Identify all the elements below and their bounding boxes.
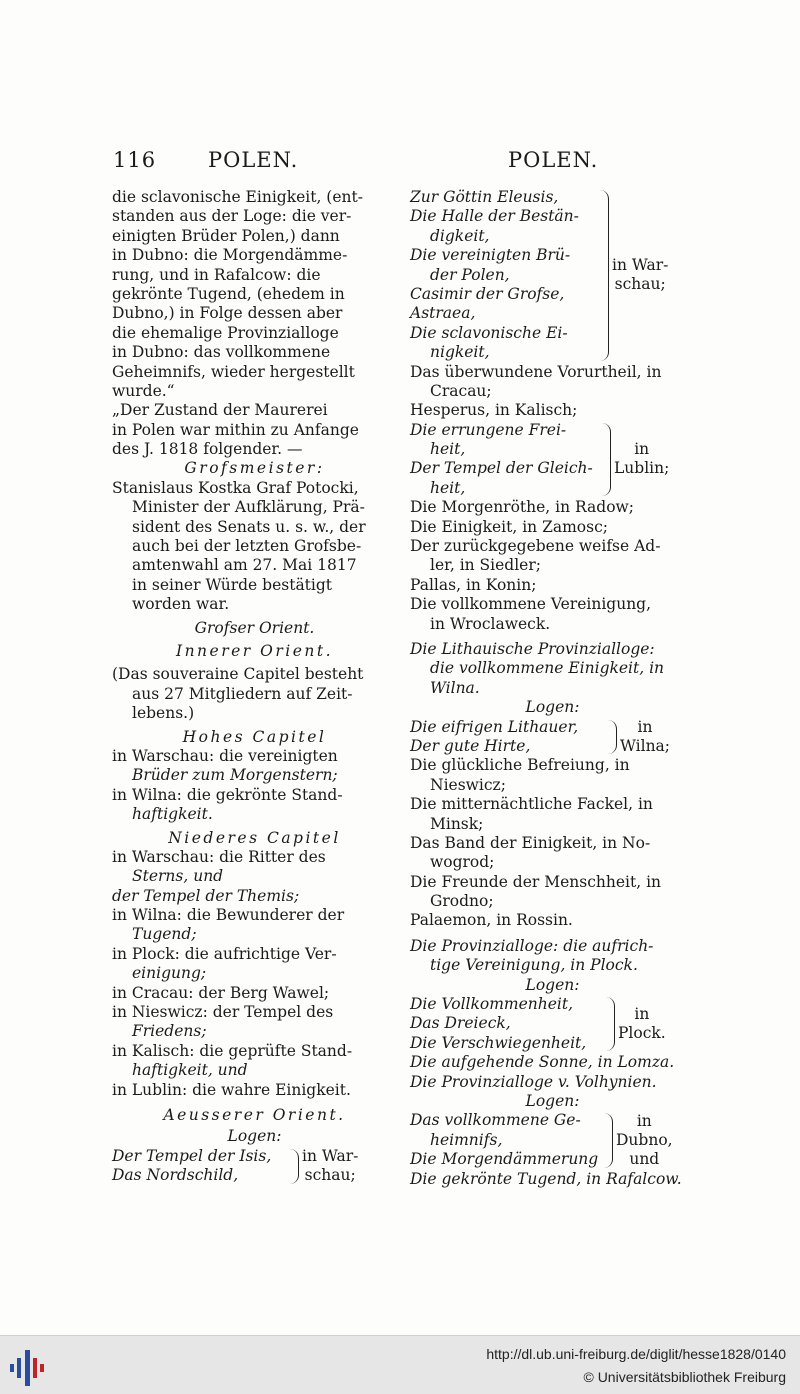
text-line: lebens.) <box>132 704 195 723</box>
bracket-item: Das Nordschild, <box>112 1166 239 1185</box>
bracket-item: heimnifs, <box>430 1130 503 1149</box>
left-running-title: POLEN. <box>208 148 299 172</box>
bracket-place: in War- schau; <box>302 1147 359 1185</box>
text-line: wurde.“ <box>112 381 175 400</box>
bracket-item: Die Morgendämmerung <box>410 1150 599 1169</box>
text-line: Die Provinzialloge: die aufrich- <box>410 936 654 955</box>
text-line: Dubno,) in Folge dessen aber <box>112 304 343 323</box>
bracket-item: Die eifrigen Lithauer, <box>410 717 579 736</box>
text-line: in Kalisch: die geprüfte Stand- <box>112 1041 353 1060</box>
text-line: Wilna. <box>430 678 480 697</box>
bracket-item: digkeit, <box>430 226 490 245</box>
brace <box>608 720 617 755</box>
text-line: Sterns, und <box>132 867 224 886</box>
section-heading: Logen: <box>525 975 580 994</box>
text-line: Die Freunde der Menschheit, in <box>410 872 662 891</box>
text-line: in Polen war mithin zu Anfange <box>112 420 359 439</box>
text-line: in Wilna: die gekrönte Stand- <box>112 785 343 804</box>
dubno-group <box>410 1111 695 1169</box>
text-line: in Dubno: die Morgendämme- <box>112 246 348 265</box>
bracket-item: Die Verschwiegenheit, <box>410 1033 587 1052</box>
text-line: Geheimnifs, wieder hergestellt <box>112 362 355 381</box>
bracket-item: Die Vollkommenheit, <box>410 995 574 1014</box>
copyright-notice: © Universitätsbibliothek Freiburg <box>583 1369 786 1385</box>
text-line: einigten Brüder Polen,) dann <box>112 226 340 245</box>
document-url-link[interactable]: http://dl.ub.uni-freiburg.de/diglit/hesse1828/0140 <box>486 1346 786 1362</box>
text-line: Friedens; <box>132 1022 207 1041</box>
text-line: standen aus der Loge: die ver- <box>112 207 352 226</box>
text-line: worden war. <box>132 595 230 614</box>
text-line: Die gekrönte Tugend, in Rafalcow. <box>410 1169 682 1188</box>
bracket-item: Die errungene Frei- <box>410 420 567 439</box>
bracket-item: Der Tempel der Gleich- <box>410 459 593 478</box>
bracket-item: heit, <box>430 478 466 497</box>
text-line: wogrod; <box>430 853 495 872</box>
section-heading: Hohes Capitel <box>182 727 327 746</box>
warschau-group <box>410 188 695 363</box>
section-heading: Grofser Orient. <box>194 618 315 637</box>
text-line: Palaemon, in Rossin. <box>410 911 573 930</box>
bracket-place: in Wilna; <box>620 717 671 755</box>
bracket-item: Casimir der Grofse, <box>410 284 565 303</box>
text-line: Brüder zum Morgenstern; <box>132 766 338 785</box>
text-line: amtenwahl am 27. Mai 1817 <box>132 556 357 575</box>
text-line: Die Lithauische Provinzialloge: <box>410 639 655 658</box>
library-logo-icon <box>8 1348 48 1388</box>
bracket-item: Die Halle der Bestän- <box>410 207 579 226</box>
bracket-item: heit, <box>430 440 466 459</box>
text-line: in Dubno: das vollkommene <box>112 343 331 362</box>
bracket-item: Der Tempel der Isis, <box>112 1146 272 1165</box>
viewer-footer <box>0 1335 800 1394</box>
bracket-item: Das vollkommene Ge- <box>410 1111 581 1130</box>
text-line: Die mitternächtliche Fackel, in <box>410 795 653 814</box>
text-line: rung, und in Rafalcow: die <box>112 265 321 284</box>
text-line: sident des Senats u. s. w., der <box>132 517 366 536</box>
bracket-item: Zur Göttin Eleusis, <box>410 188 559 206</box>
brace <box>602 423 611 497</box>
text-line: in Warschau: die Ritter des <box>112 847 326 866</box>
section-heading: Logen: <box>227 1127 282 1146</box>
isis-group <box>112 1147 397 1186</box>
text-line: Minister der Aufklärung, Prä- <box>132 498 365 517</box>
left-column <box>112 188 397 1186</box>
text-line: in seiner Würde bestätigt <box>132 575 333 594</box>
brace <box>290 1149 299 1184</box>
text-line: in Cracau: der Berg Wawel; <box>112 983 330 1002</box>
text-line: gekrönte Tugend, (ehedem in <box>112 284 345 303</box>
text-line: Die Provinzialloge v. Volhynien. <box>410 1072 657 1091</box>
section-heading: Niederes Capitel <box>168 828 341 847</box>
text-line: die sclavonische Einigkeit, (ent- <box>112 188 363 206</box>
bracket-item: Der gute Hirte, <box>410 736 531 755</box>
text-line: in Plock: die aufrichtige Ver- <box>112 944 337 963</box>
bracket-item: Das Dreieck, <box>410 1014 511 1033</box>
text-line: tige Vereinigung, in Plock. <box>430 956 638 975</box>
text-line: in Warschau: die vereinigten <box>112 746 338 765</box>
text-line: haftigkeit, und <box>132 1061 248 1080</box>
brace <box>606 997 615 1051</box>
text-line: Hesperus, in Kalisch; <box>410 401 578 420</box>
text-line: die ehemalige Provinzialloge <box>112 323 339 342</box>
text-line: in Nieswicz: der Tempel des <box>112 1003 334 1022</box>
text-line: Die glückliche Befreiung, in <box>410 756 630 775</box>
text-line: Stanislaus Kostka Graf Potocki, <box>112 478 359 497</box>
right-column <box>410 188 695 1189</box>
text-line: Tugend; <box>132 925 197 944</box>
text-line: ler, in Siedler; <box>430 556 541 575</box>
wilna-group <box>410 718 695 757</box>
section-heading: Logen: <box>525 698 580 717</box>
right-running-title: POLEN. <box>508 148 599 172</box>
text-line: in Lublin: die wahre Einigkeit. <box>112 1080 351 1099</box>
text-line: in Wroclaweck. <box>430 614 551 633</box>
text-line: Pallas, in Konin; <box>410 575 537 594</box>
text-line: Das Band der Einigkeit, in No- <box>410 833 651 852</box>
section-heading: Innerer Orient. <box>175 641 334 660</box>
bracket-item: Astraea, <box>410 304 476 323</box>
brace <box>600 190 609 361</box>
bracket-place: in Lublin; <box>614 440 670 478</box>
text-line: (Das souveraine Capitel besteht <box>112 665 364 684</box>
text-line: auch bei der letzten Grofsbe- <box>132 537 362 556</box>
text-line: Die vollkommene Vereinigung, <box>410 595 652 614</box>
text-line: Die Morgenröthe, in Radow; <box>410 498 635 517</box>
text-line: haftigkeit. <box>132 805 213 824</box>
bracket-place: in Plock. <box>618 1005 666 1043</box>
text-line: Das überwundene Vorurtheil, in <box>410 362 662 381</box>
text-line: Die aufgehende Sonne, in Lomza. <box>410 1053 675 1072</box>
section-heading: Aeusserer Orient. <box>163 1105 346 1124</box>
text-line: die vollkommene Einigkeit, in <box>430 659 665 678</box>
bracket-item: der Polen, <box>430 265 510 284</box>
text-line: Nieswicz; <box>430 775 506 794</box>
brace <box>604 1113 613 1167</box>
text-line: Minsk; <box>430 814 484 833</box>
text-line: des J. 1818 folgender. — <box>112 440 303 459</box>
text-line: der Tempel der Themis; <box>112 886 300 905</box>
bracket-item: Die vereinigten Brü- <box>410 246 571 265</box>
text-line: aus 27 Mitgliedern auf Zeit- <box>132 684 353 703</box>
section-heading: Logen: <box>525 1091 580 1110</box>
text-line: Der zurückgegebene weifse Ad- <box>410 537 661 556</box>
page-number: 116 <box>113 148 157 172</box>
bracket-item: Die sclavonische Ei- <box>410 323 568 342</box>
bracket-item: nigkeit, <box>430 343 490 362</box>
section-heading: Grofsmeister: <box>184 459 325 478</box>
bracket-place: in War- schau; <box>612 256 669 294</box>
text-line: Cracau; <box>430 381 492 400</box>
plock-group <box>410 995 695 1053</box>
text-line: einigung; <box>132 964 207 983</box>
text-line: in Wilna: die Bewunderer der <box>112 906 345 925</box>
text-line: „Der Zustand der Maurerei <box>112 401 328 420</box>
text-line: Grodno; <box>430 892 494 911</box>
bracket-place: in Dubno, und <box>616 1111 673 1168</box>
lublin-group <box>410 421 695 499</box>
text-line: Die Einigkeit, in Zamosc; <box>410 517 608 536</box>
